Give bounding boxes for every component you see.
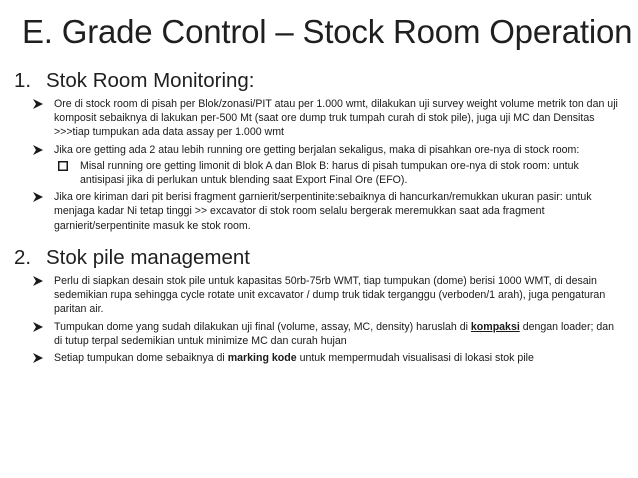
checkbox-bullet-icon — [58, 161, 68, 171]
arrow-bullet-icon — [32, 320, 46, 334]
bullet-text: Ore di stock room di pisah per Blok/zonasi/PIT atau per 1.000 wmt, dilakukan uji survey weight volume metrik ton dan uji komposit sebaiknya di lakukan per-500 Mt (saat ore dump truk tumpah curah di stok pile), juga uji MC dan Densitas >>>tiap tumpukan ada data assay per 1.000 wmt — [54, 98, 618, 139]
arrow-bullet-icon — [32, 274, 46, 288]
section-number: 2. — [14, 246, 32, 269]
bullet-text-pre: Setiap tumpukan dome sebaiknya di — [54, 352, 228, 365]
bullet-text-post: dengan loader; dan di tutup terpal sedemikian untuk minimize MC dan curah hujan — [54, 320, 615, 347]
sub-bullet-list — [54, 159, 624, 187]
arrow-bullet-icon — [32, 190, 46, 204]
sub-bullet-text: Misal running ore getting limonit di blok A dan Blok B: harus di pisah tumpukan ore-nya di stok room: untuk antisipasi jika di perlukan untuk blending saat Export Final Ore (EFO). — [80, 159, 579, 187]
section-heading — [14, 68, 624, 94]
bullet-list — [14, 274, 624, 365]
list-item — [22, 351, 624, 365]
bullet-text-pre: Tumpukan dome yang sudah dilakukan uji final (volume, assay, MC, density) haruslah di — [54, 320, 471, 333]
section-stok-room-monitoring — [14, 68, 624, 236]
section-title: Stok pile management — [46, 246, 250, 269]
arrow-bullet-icon — [32, 351, 46, 365]
arrow-bullet-icon — [32, 97, 46, 111]
emphasis-marking-kode: marking kode — [227, 352, 297, 365]
list-item — [22, 274, 624, 317]
section-title: Stok Room Monitoring: — [46, 69, 255, 92]
sub-list-item — [56, 159, 624, 187]
section-stok-pile-management — [14, 245, 624, 368]
bullet-text: Jika ore kiriman dari pit berisi fragment garnierit/serpentinite:sebaiknya di hancurkan/remukkan ukuran pasir: untuk menjaga kadar Ni tetap tinggi >> excavator di stok room selalu bergerak meremukkan saat ada fragment garnierit/serpentinite masuk ke stok room. — [54, 191, 592, 232]
list-item — [22, 190, 624, 233]
bullet-text-post: untuk mempermudah visualisasi di lokasi stok pile — [296, 352, 534, 365]
emphasis-kompaksi: kompaksi — [470, 320, 520, 333]
section-heading — [14, 245, 624, 271]
list-item — [22, 97, 624, 140]
list-item — [22, 143, 624, 188]
bullet-list — [14, 97, 624, 233]
bullet-text: Perlu di siapkan desain stok pile untuk kapasitas 50rb-75rb WMT, tiap tumpukan (dome) berisi 1000 WMT, di desain sedemikian rupa sehingga cycle rotate unit excavator / dump truk tidak terganggu (verboden/1 arah), juga pengaturan paritan air. — [54, 275, 606, 316]
list-item — [22, 320, 624, 348]
arrow-bullet-icon — [32, 143, 46, 157]
bullet-text: Jika ore getting ada 2 atau lebih running ore getting berjalan sekaligus, maka di pisahkan ore-nya di stock room: — [54, 143, 580, 156]
page-title: E. Grade Control – Stock Room Operation — [22, 13, 633, 50]
section-number: 1. — [14, 69, 32, 92]
